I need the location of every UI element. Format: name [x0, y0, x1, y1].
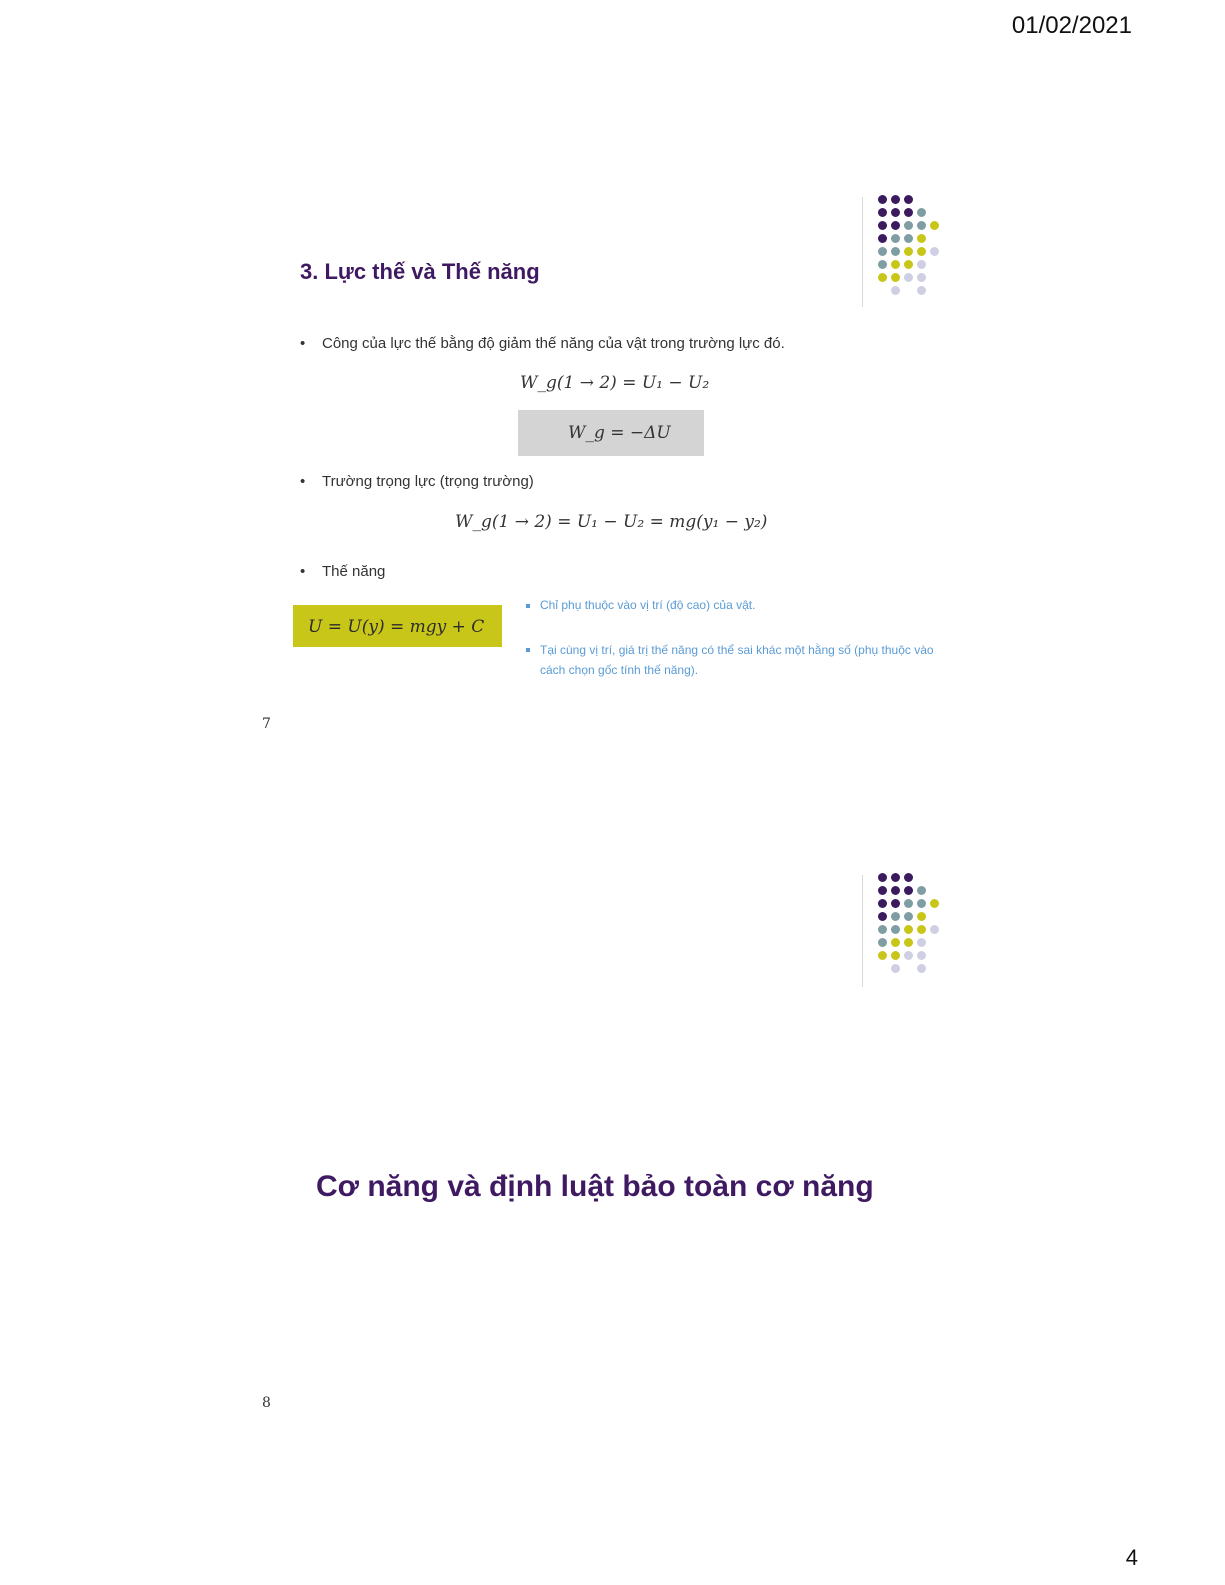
- decorative-dot: [904, 208, 913, 217]
- decorative-dot: [930, 221, 939, 230]
- decorative-dot: [878, 273, 887, 282]
- decorative-dot: [878, 234, 887, 243]
- decorative-dot: [917, 260, 926, 269]
- decorative-dot: [904, 899, 913, 908]
- decorative-dot: [878, 260, 887, 269]
- slide-number: 8: [262, 1395, 271, 1411]
- decorative-dot: [891, 208, 900, 217]
- bullet-text: Công của lực thế bằng độ giảm thế năng của vật trong trường lực đó.: [322, 335, 785, 352]
- decorative-dot: [878, 925, 887, 934]
- note-text: Chỉ phụ thuộc vào vị trí (độ cao) của vật.: [540, 598, 756, 612]
- note-text: Tại cùng vị trí, giá trị thế năng có thể sai khác một hằng số (phụ thuộc vào cách chọn gốc tính thế năng).: [540, 643, 934, 677]
- decorative-dot: [917, 234, 926, 243]
- decorative-dot: [917, 925, 926, 934]
- side-note: [526, 595, 946, 615]
- decorative-dot: [917, 221, 926, 230]
- decorative-dot: [930, 925, 939, 934]
- section-title: Cơ năng và định luật bảo toàn cơ năng: [316, 1170, 874, 1203]
- decorative-dot: [891, 873, 900, 882]
- decorative-dot: [904, 938, 913, 947]
- decorative-dot: [917, 247, 926, 256]
- decorative-dot: [878, 208, 887, 217]
- decorative-dot: [917, 964, 926, 973]
- decorative-dot: [878, 221, 887, 230]
- decorative-dot: [891, 925, 900, 934]
- decorative-dot: [930, 247, 939, 256]
- decorative-dot: [904, 925, 913, 934]
- decorative-dot: [904, 912, 913, 921]
- decorative-dot: [904, 273, 913, 282]
- decorative-dot: [891, 286, 900, 295]
- decorative-dot: [878, 247, 887, 256]
- decorative-dot: [917, 912, 926, 921]
- decorative-dot: [891, 912, 900, 921]
- decorative-dot: [891, 247, 900, 256]
- header-date: 01/02/2021: [1011, 12, 1132, 39]
- slide-8: [270, 865, 960, 1425]
- side-note: [526, 640, 946, 680]
- decorative-dot-grid: [878, 195, 948, 305]
- decorative-dot: [878, 938, 887, 947]
- decorative-dot: [917, 886, 926, 895]
- page-number: 4: [1125, 1545, 1138, 1570]
- equation-potential-energy: U = U(y) = mgy + C: [308, 617, 485, 637]
- decorative-dot: [917, 286, 926, 295]
- decorative-dot: [891, 938, 900, 947]
- decorative-dot: [878, 886, 887, 895]
- bullet-item: • Trường trọng lực (trọng trường): [300, 473, 534, 490]
- bullet-text: Trường trọng lực (trọng trường): [322, 473, 534, 490]
- decorative-dot: [878, 195, 887, 204]
- decorative-dot: [904, 234, 913, 243]
- decorative-dot: [904, 247, 913, 256]
- decorative-dot-grid: [878, 873, 948, 983]
- decorative-dot: [904, 951, 913, 960]
- slide-7: [270, 185, 960, 725]
- decorative-dot: [904, 260, 913, 269]
- bullet-item: • Thế năng: [300, 563, 386, 580]
- slide-title: 3. Lực thế và Thế năng: [300, 259, 540, 284]
- decorative-dot: [917, 273, 926, 282]
- decorative-dot: [904, 873, 913, 882]
- decorative-dot: [891, 260, 900, 269]
- decorative-dot: [891, 221, 900, 230]
- equation-work-delta: W_g = −ΔU: [568, 423, 671, 443]
- decorative-dot: [891, 899, 900, 908]
- decorative-dot: [878, 951, 887, 960]
- equation-gravity-field: W_g(1 → 2) = U₁ − U₂ = mg(y₁ − y₂): [455, 512, 768, 532]
- decorative-dot: [917, 951, 926, 960]
- decorative-dot: [891, 273, 900, 282]
- decorative-dot: [878, 873, 887, 882]
- bullet-item: • Công của lực thế bằng độ giảm thế năng của vật trong trường lực đó.: [300, 335, 785, 352]
- decorative-dot: [904, 221, 913, 230]
- decorative-dot: [891, 951, 900, 960]
- decorative-dot: [917, 208, 926, 217]
- decorative-divider: [862, 875, 863, 987]
- decorative-dot: [891, 234, 900, 243]
- decorative-dot: [878, 899, 887, 908]
- slide-number: 7: [262, 716, 271, 732]
- decorative-dot: [917, 899, 926, 908]
- decorative-dot: [904, 195, 913, 204]
- decorative-dot: [878, 912, 887, 921]
- bullet-text: Thế năng: [322, 563, 386, 580]
- decorative-dot: [904, 886, 913, 895]
- decorative-dot: [930, 899, 939, 908]
- decorative-dot: [891, 964, 900, 973]
- decorative-dot: [917, 938, 926, 947]
- equation-work-potential: W_g(1 → 2) = U₁ − U₂: [520, 373, 710, 393]
- decorative-dot: [891, 886, 900, 895]
- decorative-divider: [862, 197, 863, 307]
- decorative-dot: [891, 195, 900, 204]
